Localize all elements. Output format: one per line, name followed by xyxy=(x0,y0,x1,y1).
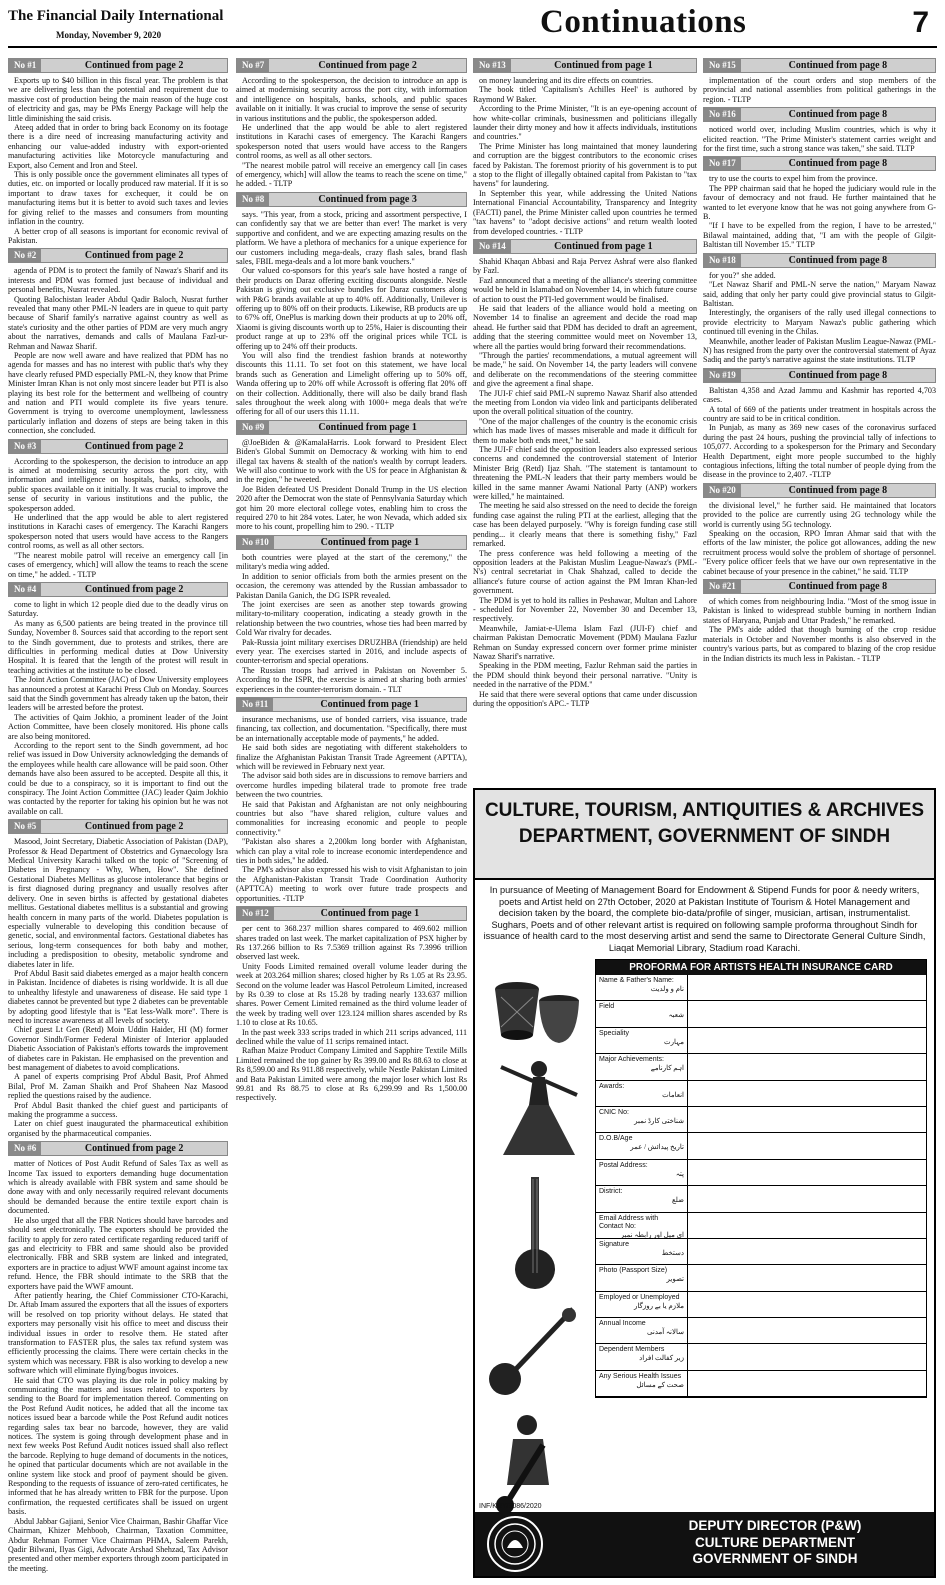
story-paragraph: The book titled 'Capitalism's Achilles Heel' is authored by Raymond W Baker. xyxy=(473,85,697,104)
story-14 xyxy=(473,239,697,709)
story-paragraph: People are now well aware and have realized that PDM has no agenda for masses and has no interest with public that's why they have clearly refused PMD especially PML-N, they know that Prime Minister Imran Khan is not only most sincere leader but PTI is also playing its best role for the betterment and wellbeing of country and nation and PTI would complete its five years tenure. Government is trying to overcome unemployment, lawlessness particularly inflation and dozens of steps are being taken in this connection, she concluded. xyxy=(8,350,228,436)
proforma-field-label xyxy=(596,1028,688,1053)
story-paragraph: According to the report sent to the Sindh government, ad hoc relief was issued in Dow University acknowledging the demands of the employees while health care allowance will be paid soon. Other demands have also been assured to be accepted. Despite all this, it could be due to a conspiracy, so it is important to find out the conspiracy. The Joint Action Committee (JAC) leader Qaim Jokhio was contacted by the reporter for taking his opinion but he was not available on call. xyxy=(8,741,228,816)
story-body xyxy=(236,715,467,903)
field-label-english: Annual Income xyxy=(599,1320,646,1328)
ad-body xyxy=(475,959,934,1519)
ad-intro-text: In pursuance of Meeting of Management Board for Endowment & Stipend Funds for poor & needy writers, poets and Artist held on 27th October, 2020 at Pakistan Institute of Tourism & Hotel Management and decision taken by the board, the complete bio-data/profile of singer, musician, artisan, instrumentalist. Sughars, Poets and of other relevant artist is required on following sample proforma throughout Sindh for issuance of health card to the most deserving artist and send the same to Directorate General Culture Sindh, Liaqat Memorial Library, Stadium road Karachi. xyxy=(483,885,926,953)
proforma-title: PROFORMA FOR ARTISTS HEALTH INSURANCE CARD xyxy=(596,960,926,975)
field-label-urdu: دستخط xyxy=(661,1248,684,1257)
column-1 xyxy=(8,56,228,1583)
story-number: No #19 xyxy=(704,369,741,382)
proforma-blank-field xyxy=(688,1371,926,1396)
story-paragraph: According to the spokesperson, the decision to introduce an app is aimed at modernising security across the port city, with information and intelligence on hospitals, banks, schools, and public spaces available on it initially. It was crucial to improve the sense of security in various institutions and the public, the spokesperson added. xyxy=(8,456,228,513)
story-4 xyxy=(8,582,228,816)
field-label-english: Field xyxy=(599,1003,615,1011)
story-paragraph: The joint exercises are seen as another step towards growing military-to-military cooperation, indicating a steady growth in the relationship between the two countries, whose ties had been marred by Cold War rivalry for decades. xyxy=(236,599,467,638)
story-paragraph: Exports up to $40 billion in this fiscal year. The problem is that we are delivering less than the potential and requirement due to massive cost of production being the main reason of the huge cost of electricity and gas, may be PMs Energy Package will help the little diminishing the said crisis. xyxy=(8,76,228,123)
tabla-drums-icon xyxy=(483,967,591,1047)
story-body xyxy=(703,597,936,663)
story-paragraph: In the past week 333 scrips traded in which 211 scrips advanced, 111 declined while the value of 11 scrips remained intact. xyxy=(236,1027,467,1046)
proforma-blank-field xyxy=(688,1213,926,1238)
story-continued-label: Continued from page 2 xyxy=(84,583,184,595)
story-body xyxy=(8,1159,228,1573)
story-continued-label: Continued from page 2 xyxy=(84,60,184,71)
story-header xyxy=(8,819,228,834)
field-label-urdu: ضلع xyxy=(672,1196,684,1205)
story-continued-label: Continued from page 1 xyxy=(320,698,419,710)
story-number: No #16 xyxy=(704,108,741,121)
proforma-blank-field xyxy=(688,1028,926,1053)
story-20 xyxy=(703,483,936,576)
story-paragraph: "The nearest mobile patrol will receive an emergency call [in cases of emergency, which] will allow the teams to reach the scene on time," he added. - TLTP xyxy=(236,160,467,189)
story-number: No #3 xyxy=(9,440,41,453)
story-header xyxy=(8,1141,228,1156)
footer-line-1: DEPUTY DIRECTOR (P&W) xyxy=(688,1518,862,1533)
field-label-english: Speciality xyxy=(599,1029,629,1037)
proforma-blank-field xyxy=(688,1318,926,1343)
story-paragraph: According to the spokesperson, the decision to introduce an app is aimed at modernising security across the port city, with information and intelligence on hospitals, banks, schools, and public spaces available on it initially. It was crucial to improve the sense of security in various institutions and the public, the spokesperson added. xyxy=(236,76,467,123)
story-paragraph: Quoting Balochistan leader Abdul Qadir Baloch, Nusrat further revealed that many other PML-N leaders are in queue to quit party because of Sharif family's narrative against country as well as state's curiosity and the other parties of PDM are very much angry about the narratives, demands and calls of Maulana Fazl-ur-Rehman and Nawaz Sharif. xyxy=(8,294,228,351)
proforma-field-label xyxy=(596,1318,688,1343)
story-continued-label: Continued from page 1 xyxy=(320,908,420,920)
proforma-row xyxy=(596,1054,926,1080)
story-paragraph: Rafhan Maize Product Company Limited and Sapphire Textile Mills Limited remained the top gainer by Rs 399.00 and Rs 88.63 to close at Rs 8,599.00 and Rs 911.88 respectively, while Nestle Pakistan Limited and Bata Pakistan Limited were among the major loser which lost Rs 99.81 and Rs 88.75 to close at Rs 6,299.99 and Rs 1,500.00 respectively. xyxy=(236,1046,467,1103)
field-label-english: Major Achievements: xyxy=(599,1056,664,1064)
story-header xyxy=(703,483,936,498)
story-paragraph: He said that CTO was playing its due role in policy making by communicating the matters and issues related to exporters by sending to the Board for implementation thereof. Commenting on the Post Refund Audit notices, he added that all the income tax notices issued bear a barcode while the Post Refund audit notices regarding sales tax bear no barcode, however, they are valid notices. The system is going through development phase and in next few weeks Post Refund Audit notices issued shall also reflect the barcode. Replying to huge demand of documents in the notices, he opined that particular documents which are not available in the online system like stock and proof of payment should be given. Responding to the requests of issuance of zero-rated certificates, he informed that he has already written to FBR for the purpose. Upon confirmation, the requested certificates shall be issued on urgent basis. xyxy=(8,1375,228,1517)
proforma-row xyxy=(596,1160,926,1186)
story-header xyxy=(8,248,228,263)
story-body xyxy=(8,76,228,245)
story-number: No #14 xyxy=(474,240,511,253)
story-21 xyxy=(703,579,936,663)
story-body xyxy=(8,837,228,1138)
story-10 xyxy=(236,535,467,694)
story-paragraph: Joe Biden defeated US President Donald Trump in the US election 2020 after the Democrat won the state of Pennsylvania Saturday which got him 20 more electoral college votes, enabling him to cross the required 270 to hit 284 votes. Later, he won Nevada, which added six more to his count, propelling him to 290. - TLTP xyxy=(236,484,467,532)
story-paragraph: He said both sides are negotiating with different stakeholders to finalize the Afghanistan Pakistan Transit Trade Agreement (APTTA), which will be reviewed in February next year. xyxy=(236,743,467,771)
story-continued-label: Continued from page 8 xyxy=(788,484,888,496)
health-insurance-proforma xyxy=(595,959,927,1398)
field-label-urdu: تصویر xyxy=(666,1275,684,1284)
proforma-field-label xyxy=(596,1081,688,1106)
story-header xyxy=(236,58,467,73)
field-label-english: Awards: xyxy=(599,1082,625,1090)
proforma-row xyxy=(596,1133,926,1159)
story-paragraph: A better crop of all seasons is important for economic revival of Pakistan. xyxy=(8,226,228,245)
story-paragraph: Pak-Russia joint military exercises DRUZHBA (friendship) are held every year. The exercises started in 2016, and include aspects of counter-terrorism and special operations. xyxy=(236,637,467,666)
story-header xyxy=(8,439,228,454)
story-body xyxy=(473,257,697,709)
proforma-row xyxy=(596,975,926,1001)
story-header xyxy=(703,579,936,594)
story-continued-label: Continued from page 1 xyxy=(554,240,653,252)
story-continued-label: Continued from page 8 xyxy=(788,158,888,170)
proforma-field-label xyxy=(596,1344,688,1369)
story-paragraph: for you?" she added. xyxy=(709,270,776,280)
story-paragraph: Chief guest Lt Gen (Retd) Moin Uddin Haider, HI (M) former Governor Sindh/Former Federal Minister of Interior applauded Diabetic Association of Pakistan's efforts towards the improvement of diabetes care in Pakistan. He emphasised on the prevention and best management of diabetes to avoid complications. xyxy=(8,1025,228,1072)
proforma-row xyxy=(596,1001,926,1027)
story-continued-label: Continued from page 2 xyxy=(84,440,184,452)
story-body xyxy=(8,266,228,435)
story-paragraph: @JoeBiden & @KamalaHarris. Look forward to President Elect Biden's Global Summit on Democracy & working with him to end illegal tax havens & stealth of the nation's wealth by corrupt leaders. We will also continue to work with the US for peace in Afghanistan & in the region," he tweeted. xyxy=(236,437,467,485)
story-continued-label: Continued from page 3 xyxy=(318,193,417,205)
story-2 xyxy=(8,248,228,435)
story-continued-label: Continued from page 2 xyxy=(84,1143,184,1155)
story-number: No #6 xyxy=(9,1142,41,1155)
story-5 xyxy=(8,819,228,1138)
story-number: No #15 xyxy=(704,59,741,72)
story-body xyxy=(236,210,467,417)
story-header xyxy=(703,156,936,171)
story-continued-label: Continued from page 2 xyxy=(318,60,417,71)
proforma-blank-field xyxy=(688,975,926,1000)
proforma-blank-field xyxy=(688,1292,926,1317)
field-label-english: D.O.B/Age xyxy=(599,1135,633,1143)
field-label-english: Signature xyxy=(599,1240,629,1248)
story-number: No #8 xyxy=(237,193,269,206)
story-paragraph: He underlined that the app would be able to alert registered institutions in Karachi cases of emergency. The Karachi Rangers spokesperson noted that users would have access to the Rangers control rooms, as well as all other sectors. xyxy=(8,513,228,551)
ad-heading-line-2: DEPARTMENT, GOVERNMENT OF SINDH xyxy=(518,826,891,847)
story-body xyxy=(236,76,467,189)
story-paragraph: You will also find the trendiest fashion brands at noteworthy discounts this 11.11. To set foot on this statement, we have local brands such as Generation and Limelight offering up to 50% off, Wanda offering up to 20% off while Acrossoft is offering flat 20% off on their collection. Additionally, there will also be daily brand flash sales throughout the week along with 1000+ mega deals that we're offering for all of our users this 11.11. xyxy=(236,350,467,417)
story-7 xyxy=(236,58,467,189)
field-label-urdu: مہارت xyxy=(664,1037,684,1046)
ad-footer xyxy=(475,1512,934,1576)
story-body xyxy=(8,457,228,579)
proforma-blank-field xyxy=(688,1160,926,1185)
proforma-blank-field xyxy=(688,1001,926,1026)
field-label-urdu: اہم کارنامے xyxy=(650,1064,684,1073)
proforma-row xyxy=(596,1344,926,1370)
story-continued-label: Continued from page 1 xyxy=(320,536,420,548)
story-17 xyxy=(703,156,936,249)
issue-date: Monday, November 9, 2020 xyxy=(56,30,162,40)
story-paragraph: "If I have to be expelled from the region, I have to be arrested," Bilawal maintained, adding that, "I am with the people of Gilgit-Baltistan till November 15." TLTP xyxy=(703,221,936,250)
field-label-urdu: نام و ولدیت xyxy=(650,985,684,993)
story-paragraph: try to use the courts to expel him from the province. xyxy=(709,174,878,184)
proforma-row xyxy=(596,1318,926,1344)
proforma-field-label xyxy=(596,1133,688,1158)
story-paragraph: "One of the major challenges of the country is the economic crisis which has made lives of masses miserable and made it difficult for them to make both ends meet," he said. xyxy=(473,416,697,445)
story-number: No #1 xyxy=(9,59,41,72)
story-body xyxy=(703,271,936,365)
proforma-row xyxy=(596,1265,926,1291)
story-paragraph: noticed world over, including Muslim countries, which is why it elicited reaction. "The Prime Minister's statement carries weight and for the first time, such a strong stance was taken," she said. TLTP xyxy=(703,125,936,154)
field-label-english: Name & Father's Name: xyxy=(599,977,674,984)
story-continued-label: Continued from page 8 xyxy=(788,369,888,381)
story-paragraph: Abdul Jabbar Gajiani, Senior Vice Chairman, Bashir Ghaffar Vice Chairman, Khizer Mehboob, Chairman, Taxation Committee, Abdur Rehman Former Vice Chairman PHMA, Saleem Parekh, Qadir Bilwani, Ilyas Gigi, Advocate Arshad Shehzad, Tax Advisor presented and other member exporters through zoom participated in the meeting. xyxy=(8,1516,228,1573)
field-label-urdu: شناختی کارڈ نمبر xyxy=(634,1116,684,1125)
story-paragraph: In addition to senior officials from both the armies present on the occasion, the ceremony was attended by the Russian ambassador to Pakistan Danila Ganich, the DG ISPR revealed. xyxy=(236,571,467,600)
field-label-english: Dependent Members xyxy=(599,1346,665,1354)
story-header xyxy=(236,192,467,207)
field-label-english: Photo (Passport Size) xyxy=(599,1267,668,1275)
field-label-urdu: سالانہ آمدنی xyxy=(647,1328,684,1337)
story-paragraph: "The nearest mobile patrol will receive an emergency call [in cases of emergency, which] will allow the teams to reach the scene on time," he added. - TLTP xyxy=(8,550,228,579)
proforma-row xyxy=(596,1213,926,1239)
proforma-field-label xyxy=(596,1265,688,1290)
story-paragraph: Our valued co-sponsors for this year's sale have hosted a range of their products on Daraz offering exciting discounts alongside. Nestle Pakistan is giving out exclusive bundles for Daraz customers along with P&G brands available at up to 40% off. Additionally, Unilever is offering up to 80% off on their products. Likewise, RB products are up to 67% off, OnePlus is marking down their products at up to 20% off, Xiaomi is giving discounts worth up to 25%, Haier is discounting their product range at up to 23% off the original prices while TCL is offering up to 24% off their products. xyxy=(236,266,467,351)
story-paragraph: Masood, Joint Secretary, Diabetic Association of Pakistan (DAP), Professor & Head Department of Obstetrics and Gynaecology Isra Medical University Karachi talked on the topic of "Screening of Diabetes in Pregnancy - Why, When, How". She defined Gestational Diabetes Mellitus as glucose intolerance that begins or is first diagnosed during pregnancy and usually resolves after delivery. One in seven births is affected by gestational diabetes mellitus. Gestational diabetes mellitus is a substantial and growing health concern in many parts of the world. Diabetes population is especially vulnerable to developing this condition because of genetic, social, and environmental factors. Gestational diabetes has serious, long-term consequences for both baby and mother, including a predisposition to obesity, metabolic syndrome and diabetes later in life. xyxy=(8,837,228,969)
story-number: No #5 xyxy=(9,820,41,833)
story-number: No #11 xyxy=(237,698,273,711)
story-paragraph: Interestingly, the organisers of the rally used illegal connections to provide electricity to Maryam Nawaz's public gathering which continued till evening in the Chilas. xyxy=(703,308,936,337)
proforma-field-label xyxy=(596,1371,688,1396)
field-label-english: Employed or Unemployed xyxy=(599,1293,680,1301)
story-body xyxy=(473,76,697,236)
story-paragraph: of which comes from neighbouring India. "Most of the smog issue in Pakistan is linked to widespread stubble burning in northern Indian states of Haryana, Punjab and Uttar Pradesh," he remarked. xyxy=(703,597,936,625)
story-paragraph: Fazl announced that a meeting of the alliance's steering committee would be held in Islamabad on November 14, in which future course of action to oust the PTI-led government would be finalised. xyxy=(473,275,697,304)
proforma-field-label xyxy=(596,1239,688,1264)
story-paragraph: says. "This year, from a stock, pricing and assortment perspective, I can confidently say that we are better than ever! The market is very supportive and confident, and we are expecting amazing results on the platform. We have a plethora of mechanics for a unique experience for our customers including mega-deals, crazy flash sales, brand flash sales, FBIL mega-deals and a lot more bank vouchers." xyxy=(236,209,467,266)
story-paragraph: Shahid Khaqan Abbasi and Raja Pervez Ashraf were also flanked by Fazl. xyxy=(473,256,697,276)
story-header xyxy=(703,253,936,268)
story-paragraph: the divisional level," he further said. He maintained that locators provided to the police are currently using 2G technology while the world is currently using 5G technology. xyxy=(703,500,936,529)
story-19 xyxy=(703,368,936,480)
story-paragraph: The PM's aide added that though burning of the crop residue materials in October and November months is also observed in the country's various parts, but as compared to blazing of the crop residue in the Indian districts its much less in Pakistan. - TLTP xyxy=(703,625,936,663)
masthead xyxy=(8,4,937,48)
story-paragraph: This is only possible once the government eliminates all types of duties, etc. on imported or locally produced raw material. If it is so important to draw taxes for exchequer, it could be on manufacturing items but it is better to avoid such taxes and levies for giving relief to the masses and consumers from mounting inflation in the country. xyxy=(8,170,228,227)
proforma-blank-field xyxy=(688,1081,926,1106)
field-label-english: Postal Address: xyxy=(599,1161,648,1169)
story-6 xyxy=(8,1141,228,1573)
story-3 xyxy=(8,439,228,579)
story-paragraph: The PDM is yet to hold its rallies in Peshawar, Multan and Lahore - scheduled for November 22, November 30 and December 13, respectively. xyxy=(473,595,697,624)
story-paragraph: agenda of PDM is to protect the family of Nawaz's Sharif and its interests and PDM was formed just because of individual and personal benefits, Nusrat revealed. xyxy=(8,266,228,295)
story-paragraph: Meanwhile, another leader of Pakistan Muslim League-Nawaz (PML-N) has resigned from the party over the controversial statement of Ayaz Sadiq and the party's narrative against the state institutions. TLTP xyxy=(703,336,937,365)
story-number: No #13 xyxy=(474,59,511,72)
story-body xyxy=(703,125,936,153)
story-header xyxy=(703,58,936,73)
proforma-field-label xyxy=(596,1001,688,1026)
ad-footer-text xyxy=(625,1518,925,1568)
story-paragraph: After patiently hearing, the Chief Commissioner CTO-Karachi, Dr. Aftab Imam assured the exporters that all the issues of exporters will be resolved on top priority without delays. He stated that exporters may personally visit his office to meet and discuss their individual issues in order to resolve them. He stated after transformation to FASTER plus, the sales tax refund system was efficiently processing the claims. There were certain checks in the system which was necessary. FBR is also working to develop a new software which will eliminate flying/bogus invoices. xyxy=(8,1290,228,1376)
story-paragraph: He also urged that all the FBR Notices should have barcodes and should sent electronically. The exporters should be provided the facility to apply for zero rated certificate regarding reduced tariff of gas and electricity to FBR and same should also be provided electronically. FBR and SRB system are linked and integrated, exporters are in practice to adjust WWF amount against income tax refund. Hence, the FBR should intimate to the SRB that the exporters have paid the WWF amount. xyxy=(8,1215,228,1291)
story-continued-label: Continued from page 8 xyxy=(788,581,888,593)
story-number: No #4 xyxy=(9,583,41,596)
story-body xyxy=(703,174,936,249)
paper-name: The Financial Daily International xyxy=(8,8,224,24)
proforma-field-label xyxy=(596,1160,688,1185)
story-15 xyxy=(703,58,936,104)
footer-line-2: CULTURE DEPARTMENT xyxy=(695,1534,855,1550)
story-paragraph: Speaking in the PDM meeting, Fazlur Rehman said the parties in the PDM should think beyond their personal narrative. "Unity is needed in the narrative of the PDM." xyxy=(473,661,697,690)
story-paragraph: In Punjab, as many as 369 new cases of the coronavirus surfaced during the past 24 hours, pushing the provincial tally of infections to 105,077. According to a spokesperson for the Primary and Secondary Health Department, eight more people succumbed to the highly contagious infections, lifting the total number of people dying from the disease in the province to 2,407. -TLTP xyxy=(703,423,936,480)
story-body xyxy=(236,553,467,694)
footer-line-3: GOVERNMENT OF SINDH xyxy=(692,1551,858,1566)
story-paragraph: The PM's advisor also expressed his wish to visit Afghanistan to join the Afghanistan-Pakistan Transit Trade Coordination Authority (APTTCA) meeting to work over future trade prospects and opportunities. -TLTP xyxy=(236,865,467,903)
story-paragraph: matter of Notices of Post Audit Refund of Sales Tax as well as Income Tax issued to exporters demanding huge documentation which is already available with FBR system and same should be done away with and only necessarily required relevant documents should be demanded because the entire textile export chain is documented. xyxy=(8,1159,228,1216)
sitar-icon xyxy=(483,1299,591,1399)
story-header xyxy=(236,906,467,921)
proforma-row xyxy=(596,1239,926,1265)
field-label-urdu: تاریخ پیدائش / عمر xyxy=(630,1143,684,1152)
story-paragraph: He underlined that the app would be able to alert registered institutions in Karachi cases of emergency. The Karachi Rangers spokesperson noted that users would have access to the Rangers control rooms, as well as all other sectors. xyxy=(236,123,467,161)
story-paragraph: The Prime Minister has long maintained that money laundering and corruption are the biggest contributors to the economic crises faced by Pakistan. The foremost priority of his government is to put a stop to the flight of illegally obtained capital from Pakistan to "tax havens" for laundering. xyxy=(473,141,697,189)
story-paragraph: Prof Abdul Basit thanked the chief guest and participants of making the programme a success. xyxy=(8,1100,228,1120)
column-2 xyxy=(236,56,467,1583)
ad-heading-line-1: CULTURE, TOURISM, ANTIQUITIES & ARCHIVES xyxy=(484,800,925,821)
story-paragraph: Meanwhile, Jamiat-e-Ulema Islam Fazl (JUI-F) chief and chairman Pakistan Democratic Movement (PDM) Maulana Fazlur Rehman on Sunday expressed concern over former prime minister Nawaz Sharif's narrative. xyxy=(473,623,697,661)
story-header xyxy=(473,239,697,254)
story-paragraph: A total of 669 of the patients under treatment in hospitals across the country are said to be in critical condition. xyxy=(703,404,936,423)
story-paragraph: Unity Foods Limited remained overall volume leader during the week at 203.264 million shares; closed higher by Rs 1.05 at Rs 23.95. Second on the volume leader was Hascol Petroleum Limited, increased by Rs 0.39 to close at Rs 15.28 by trading nearly 133.637 million shares. Power Cement Limited remained as the third volume leader of the week by trading well over 123.124 million shares ascended by Rs 1.10 to close at Rs 10.65. xyxy=(236,961,467,1028)
story-paragraph: "Through the parties' recommendations, a mutual agreement will be made," he said. On November 14, the party leaders will convene and deliberate on the recommendations of the steering committee and give the agreement a final shape. xyxy=(473,350,697,389)
story-paragraph: Baltistan 4,358 and Azad Jammu and Kashmir has reported 4,703 cases. xyxy=(703,385,936,405)
page-number: 7 xyxy=(912,6,929,39)
story-paragraph: The PPP chairman said that he hoped the judiciary would rule in the favour of democracy and not fraud. He further maintained that he wanted to let everyone know that he was not going anywhere from G-B. xyxy=(703,183,936,222)
story-paragraph: Speaking on the occasion, RPO Imran Ahmar said that with the efforts of the law minister, the police got allowances, adding the new recruitment process would solve the problem of shortage of personnel. "Every police officer feels that we have our own representative in the cabinet because of your presence in the cabinet," he said. TLTP xyxy=(703,529,936,576)
proforma-blank-field xyxy=(688,1107,926,1132)
field-label-urdu: ملازم یا بے روزگار xyxy=(633,1301,684,1310)
story-body xyxy=(236,438,467,532)
story-paragraph: The Russian troops had arrived in Pakistan on November 5. According to the ISPR, the exercise is aimed at sharing both armies' experiences in the counter-terrorism domain. - TLT xyxy=(236,665,467,694)
story-number: No #7 xyxy=(237,59,269,72)
story-paragraph: The meeting he said also stressed on the need to decide the foreign funding case against the ruling PTI at the earliest, alleging that the case has been delayed purposely. "Why is foreign funding case still pending... it clearly means that there is something fishy," Fazl remarked. xyxy=(473,501,697,549)
proforma-field-label xyxy=(596,1292,688,1317)
story-11 xyxy=(236,697,467,903)
story-9 xyxy=(236,420,467,532)
field-label-english: District: xyxy=(599,1188,623,1196)
story-paragraph: As many as 6,500 patients are being treated in the province till Sunday, November 8. Sources said that according to the report sent to the Sindh government, due to protests and strikes, there are difficulties in performing medical duties at Dow University Hospital. It is feared that the length of the protest will result in teaching activities at the institute to be closed. xyxy=(8,618,228,675)
story-18 xyxy=(703,253,936,365)
story-number: No #12 xyxy=(237,907,274,920)
proforma-blank-field xyxy=(688,1054,926,1079)
proforma-row xyxy=(596,1107,926,1133)
story-header xyxy=(703,107,936,122)
story-continued-label: Continued from page 1 xyxy=(554,60,653,71)
proforma-fields xyxy=(596,975,926,1397)
story-number: No #10 xyxy=(237,536,274,549)
story-body xyxy=(703,76,936,104)
proforma-field-label xyxy=(596,975,688,1000)
field-label-urdu: شعبہ xyxy=(668,1011,684,1020)
proforma-field-label xyxy=(596,1186,688,1211)
story-paragraph: "Pakistan also shares a 2,200km long border with Afghanistan, which can play a vital role to increase economic interdependence and ties in both sides," he added. xyxy=(236,837,467,866)
story-8 xyxy=(236,192,467,417)
story-continued-label: Continued from page 8 xyxy=(788,254,888,266)
section-title: Continuations xyxy=(540,4,747,40)
ad-header xyxy=(475,790,934,880)
story-paragraph: implementation of the court orders and stop members of the provincial and national assemblies from political gatherings in the region. - TLTP xyxy=(703,76,936,104)
story-paragraph: He said that leaders of the alliance would hold a meeting on November 14 to finalise an agreement and decide the road map ahead. He further said that PDM has decided to draft an agreement, adding that the steering committee would meet on November 13, where all the parties would bring forward their recommendations. xyxy=(473,303,697,351)
proforma-field-label xyxy=(596,1107,688,1132)
story-paragraph: The press conference was held following a meeting of the opposition leaders at the Pakistan Muslim League-Nawaz's (PML-N's) central secretariat in Chak Shahzad, called to decide the alliance's future course of action against the PM Imran Khan-led government. xyxy=(473,548,697,596)
story-body xyxy=(703,501,936,576)
field-label-urdu: زیر کفالت افراد xyxy=(639,1354,684,1363)
story-paragraph: He said that there were several options that came under discussion during the opposition's APC.- TLTP xyxy=(473,689,697,708)
proforma-field-label xyxy=(596,1213,688,1238)
story-paragraph: Prof Abdul Basit said diabetes emerged as a major health concern in Pakistan. Incidence of diabetes is rising worldwide. It is all due to unhealthy lifestyle and unawareness of disease. He said type 1 diabetes cannot be prevented but type 2 diabetes can be preventable by adopting good lifestyle that is "Eat less-Walk more". There is need to increase awareness at all levels of society. xyxy=(8,968,228,1025)
story-paragraph: A panel of experts comprising Prof Abdul Basit, Prof Ahmed Bilal, Prof M. Zaman Shaikh and Prof Shaheen Naz Masood replied the questions raised by the audience. xyxy=(8,1072,228,1101)
proforma-field-label xyxy=(596,1054,688,1079)
story-header xyxy=(473,58,697,73)
story-body xyxy=(236,924,467,1103)
culture-department-advertisement xyxy=(473,788,936,1578)
story-continued-label: Continued from page 8 xyxy=(788,109,888,121)
story-paragraph: per cent to 368.237 million shares compared to 469.602 million shares traded on last week. The market capitalization of PSX higher by Rs 137.266 billion to Rs 7.5369 trillion against Rs 7.3996 trillion observed last week. xyxy=(236,924,467,962)
story-paragraph: The JUI-F chief said PML-N supremo Nawaz Sharif also attended the meeting from London via video link and participants deliberated upon the overall political situation of the country. xyxy=(473,388,697,417)
story-header xyxy=(8,58,228,73)
story-header xyxy=(703,368,936,383)
story-paragraph: "Let Nawaz Sharif and PML-N serve the nation," Maryam Nawaz said, adding that only her party could give provincial status to Gilgit-Baltistan. xyxy=(703,280,936,308)
story-paragraph: both countries were played at the start of the ceremony," the military's media wing added. xyxy=(236,552,467,572)
story-continued-label: Continued from page 2 xyxy=(84,821,184,833)
story-header xyxy=(236,697,467,712)
story-paragraph: Ateeq added that in order to bring back Economy on its footage there is a dire need of increasing manufacturing activity and enhancing our value-added industry with export-oriented manufacturing activities like Motorcycle manufacturing and Export, also Cement and Iron and Steel. xyxy=(8,123,228,170)
story-paragraph: The Joint Action Committee (JAC) of Dow University employees has announced a protest at Karachi Press Club on Monday. Sources said that the Sindh government has already taken up the baton, their leaders will be arrested before the protest. xyxy=(8,675,228,713)
proforma-blank-field xyxy=(688,1133,926,1158)
column-3 xyxy=(473,56,697,708)
story-1 xyxy=(8,58,228,245)
story-paragraph: on money laundering and its dire effects on countries. xyxy=(479,76,654,85)
proforma-row xyxy=(596,1292,926,1318)
column-4 xyxy=(703,56,936,816)
story-number: No #20 xyxy=(704,484,741,497)
story-paragraph: According to the Prime Minister, "It is an eye-opening account of how white-collar criminals, businessmen and politicians illegally launder their dirty money and how it affects individuals, institutions and countries." xyxy=(473,104,697,142)
story-continued-label: Continued from page 8 xyxy=(788,60,888,71)
proforma-row xyxy=(596,1186,926,1212)
sindh-government-seal-icon xyxy=(487,1516,543,1572)
dancer-icon xyxy=(483,1055,591,1165)
field-label-english: Email Address with Contact No: xyxy=(599,1214,659,1230)
story-16 xyxy=(703,107,936,153)
story-13 xyxy=(473,58,697,236)
story-number: No #18 xyxy=(704,254,741,267)
ad-reference-number: INF/KRY/3086/2020 xyxy=(479,1503,542,1510)
story-body xyxy=(8,600,228,816)
story-paragraph: come to light in which 12 people died due to the deadly virus on Saturday. xyxy=(8,599,228,619)
story-paragraph: The JUI-F chief said the opposition leaders also expressed serious concerns and condemned the controversial statement of Interior Minister Brig (Retd) Ijaz Shah. "The statement is tantamount to threatening the PML-N leaders that their party members would be killed in the same manner Awami National Party (ANP) workers were killed," he maintained. xyxy=(473,445,697,502)
story-continued-label: Continued from page 1 xyxy=(318,421,417,433)
story-body xyxy=(703,386,936,480)
string-instrument-icon xyxy=(483,1173,591,1293)
story-number: No #9 xyxy=(237,421,269,434)
field-label-urdu: انعامات xyxy=(662,1090,684,1099)
story-paragraph: He said that Pakistan and Afghanistan are not only neighbouring countries but also "have shared religion, culture values and commonalities for increasing economic and people to people connectivity." xyxy=(236,799,467,837)
story-number: No #2 xyxy=(9,249,41,262)
story-paragraph: The activities of Qaim Jokhio, a prominent leader of the Joint Action Committee, have been closely monitored. His phone calls are also being monitored. xyxy=(8,712,228,741)
proforma-row xyxy=(596,1028,926,1054)
story-header xyxy=(236,535,467,550)
story-number: No #17 xyxy=(704,157,741,170)
musician-icon xyxy=(483,1405,591,1515)
story-header xyxy=(236,420,467,435)
field-label-urdu: صحت کے مسائل xyxy=(636,1380,684,1389)
story-number: No #21 xyxy=(704,580,741,593)
story-paragraph: In September this year, while addressing the United Nations International Financial Accountability, Transparency and Integrity (FACTI) panel, the Prime Minister called upon countries he termed "tax havens" to "adopt decisive actions" and return wealth looted from developed countries. - TLTP xyxy=(473,188,697,236)
proforma-row xyxy=(596,1081,926,1107)
field-label-english: CNIC No: xyxy=(599,1108,629,1116)
story-paragraph: Later on chief guest inaugurated the pharmaceutical exhibition organised by the pharmaceutical companies. xyxy=(8,1119,228,1138)
story-12 xyxy=(236,906,467,1103)
field-label-english: Any Serious Health Issues xyxy=(599,1372,682,1380)
proforma-row xyxy=(596,1371,926,1397)
field-label-urdu: پتہ xyxy=(675,1169,684,1178)
proforma-blank-field xyxy=(688,1239,926,1264)
story-header xyxy=(8,582,228,597)
proforma-blank-field xyxy=(688,1265,926,1290)
story-paragraph: insurance mechanisms, use of bonded carriers, visa issuance, trade financing, tax collection, and documentation. "Specifically, there must be an internationally acceptable mode of payments," he added. xyxy=(236,714,467,743)
story-paragraph: The advisor said both sides are in discussions to remove barriers and overcome hurdles impeding bilateral trade to promote free trade between the two countries. xyxy=(236,771,467,800)
field-label-urdu: ای میل اور رابطہ نمبر xyxy=(620,1230,684,1239)
proforma-blank-field xyxy=(688,1344,926,1369)
story-continued-label: Continued from page 2 xyxy=(84,250,184,262)
proforma-blank-field xyxy=(688,1186,926,1211)
